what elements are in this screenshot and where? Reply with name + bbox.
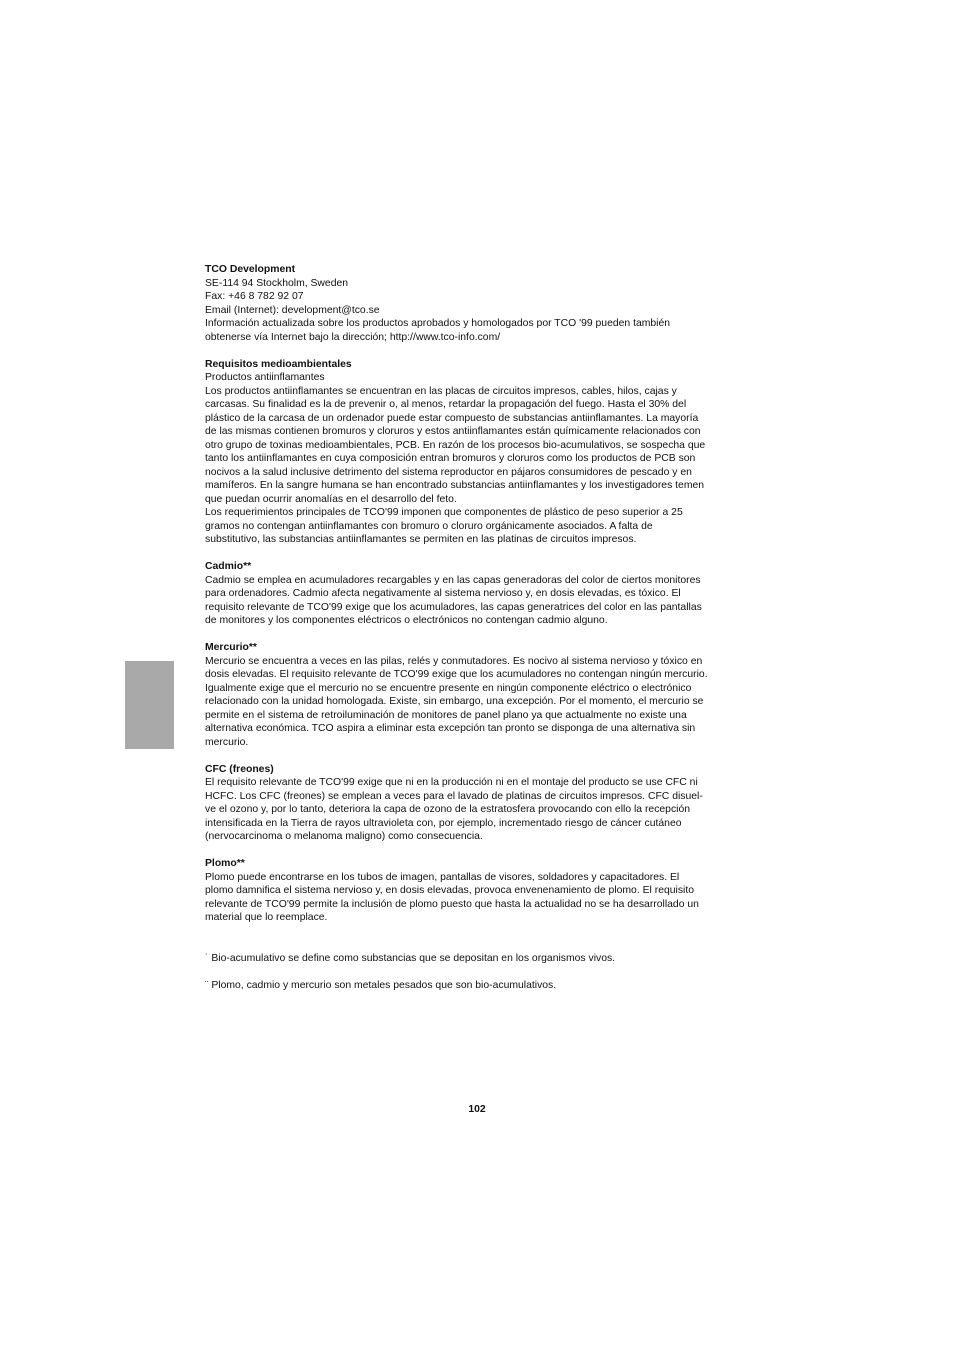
body-line: dosis elevadas. El requisito relevante de TCO'99 exige que los acumuladores no contengan ningún mercurio. — [205, 669, 708, 680]
mercury-section — [205, 641, 750, 749]
body-line: tanto los antiinflamantes en cuya composición entran bromuros y cloruros como los productos de PCB son — [205, 453, 696, 464]
document-body — [205, 263, 750, 992]
environment-heading: Requisitos medioambientales — [205, 358, 352, 370]
contact-email: Email (Internet): development@tco.se — [205, 304, 380, 316]
body-line: plomo damnifica el sistema nervioso y, en dosis elevadas, provoca envenenamiento de plomo. El requisito — [205, 885, 695, 896]
body-line: ve el ozono y, por lo tanto, deteriora la capa de ozono de la estratosfera provocando con ello la recepción — [205, 804, 691, 815]
body-line: intensificada en la Tierra de rayos ultravioleta con, por ejemplo, incrementado riesgo de cáncer cutáneo — [205, 817, 682, 829]
footnote: ¨ Plomo, cadmio y mercurio son metales pesados que son bio-acumulativos. — [205, 979, 557, 991]
body-line: relacionado con la unidad homologada. Existe, sin embargo, una excepción. Por el momento, el mercurio se — [205, 696, 704, 707]
footnote: ˙ Bio-acumulativo se define como substancias que se depositan en los organismos vivos. — [205, 952, 616, 964]
body-line: permite en el sistema de retroiluminación de monitores de panel plano ya que actualmente no existe una — [205, 709, 687, 721]
contact-block — [205, 263, 750, 344]
environment-section — [205, 358, 750, 547]
cfc-section — [205, 763, 750, 844]
body-line: para ordenadores. Cadmio afecta negativamente al sistema nervioso y, en dosis elevadas, es tóxico. El — [205, 588, 681, 599]
contact-address: SE-114 94 Stockholm, Sweden — [205, 277, 349, 289]
body-line: gramos no contengan antiinflamantes con bromuro o cloruro orgánicamente asociados. A falta de — [205, 520, 653, 532]
page-number: 102 — [468, 1104, 486, 1115]
body-line: que puedan ocurrir anomalías en el desarrollo del feto. — [205, 493, 457, 505]
body-line: Cadmio se emplea en acumuladores recargables y en las capas generadoras del color de ciertos monitores — [205, 574, 701, 586]
cadmium-section — [205, 560, 750, 628]
lead-section — [205, 857, 750, 925]
body-line: Plomo puede encontrarse en los tubos de imagen, pantallas de visores, soldadores y capacitadores. El — [205, 871, 680, 883]
body-line: alternativa económica. TCO aspira a eliminar esta excepción tan pronto se disponga de una alternativa sin — [205, 723, 696, 734]
lead-heading: Plomo** — [205, 858, 245, 869]
section-tab-marker — [125, 661, 174, 749]
body-line: mercurio. — [205, 736, 249, 748]
body-line: Los requerimientos principales de TCO'99 imponen que componentes de plástico de peso superior a 25 — [205, 507, 683, 518]
body-line: (nervocarcinoma o melanoma maligno) como consecuencia. — [205, 831, 483, 842]
body-line: relevante de TCO'99 permite la inclusión de plomo puesto que hasta la actualidad no se ha desarrollado un — [205, 898, 699, 910]
body-line: mamíferos. En la sangre humana se han encontrado substancias antiinflamantes y los investigadores temen — [205, 480, 705, 491]
environment-subheading: Productos antiinflamantes — [205, 372, 325, 383]
contact-fax: Fax: +46 8 782 92 07 — [205, 291, 304, 302]
body-line: Mercurio se encuentra a veces en las pilas, relés y conmutadores. Es nocivo al sistema nervioso y tóxico en — [205, 655, 703, 667]
body-line: nocivos a la salud inclusive detrimento del sistema reproductor en pájaros consumidores de pescado y en — [205, 466, 692, 478]
contact-info-line: obtenerse vía Internet bajo la dirección; http://www.tco-info.com/ — [205, 331, 501, 343]
body-line: substitutivo, las substancias antiinflamantes se permiten en las platinas de circuitos impresos. — [205, 534, 637, 545]
cfc-heading: CFC (freones) — [205, 763, 274, 775]
body-line: Igualmente exige que el mercurio no se encuentre presente en ningún componente eléctrico o electrónico — [205, 682, 692, 694]
body-line: material que lo reemplace. — [205, 912, 328, 923]
body-line: de las mismas contienen bromuros y cloruros y estos antiinflamantes están químicamente relacionados con — [205, 426, 701, 437]
body-line: requisito relevante de TCO'99 exige que los acumuladores, las capas generatrices del color en las pantallas — [205, 601, 702, 613]
body-line: otro grupo de toxinas medioambientales, PCB. En razón de los procesos bio-acumulativos, se sospecha que — [205, 439, 706, 451]
mercury-heading: Mercurio** — [205, 642, 257, 653]
body-line: carcasas. Su finalidad es la de prevenir o, al menos, retardar la propagación del fuego. Hasta el 30% del — [205, 399, 687, 410]
body-line: Los productos antiinflamantes se encuentran en las placas de circuitos impresos, cables, hilos, cajas y — [205, 385, 677, 397]
contact-heading: TCO Development — [205, 264, 296, 275]
body-line: de monitores y los componentes eléctricos o electrónicos no contengan cadmio alguno. — [205, 615, 608, 626]
contact-info-line: Información actualizada sobre los productos aprobados y homologados por TCO '99 pueden también — [205, 318, 671, 329]
cadmium-heading: Cadmio** — [205, 561, 252, 572]
body-line: plástico de la carcasa de un ordenador puede estar compuesto de substancias antiinflamantes. La mayoría — [205, 412, 699, 424]
body-line: HCFC. Los CFC (freones) se emplean a veces para el lavado de platinas de circuitos impresos. CFC disuel- — [205, 790, 703, 802]
body-line: El requisito relevante de TCO'99 exige que ni en la producción ni en el montaje del producto se use CFC ni — [205, 777, 698, 788]
